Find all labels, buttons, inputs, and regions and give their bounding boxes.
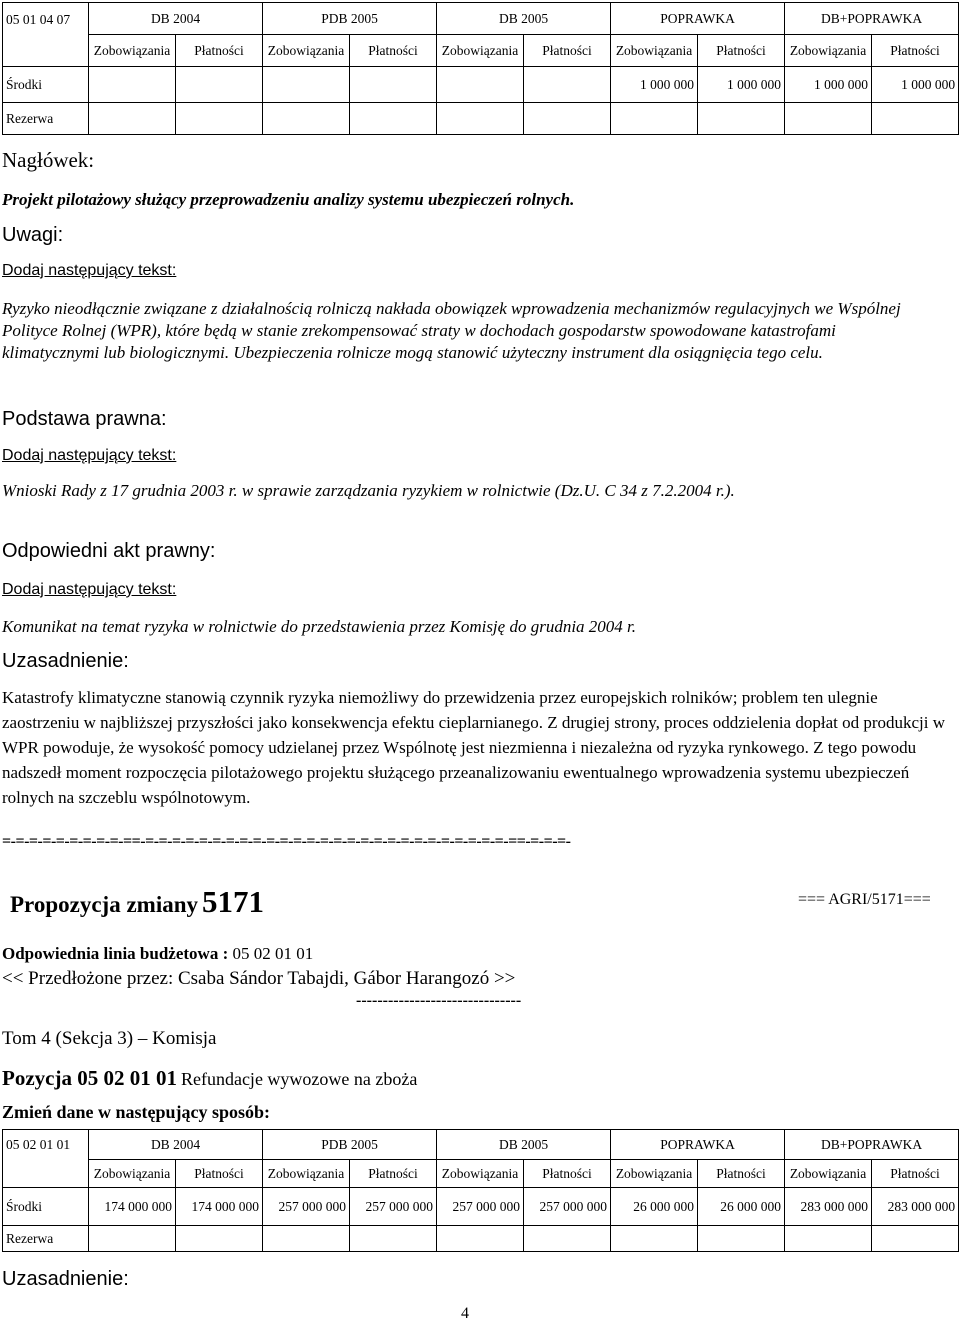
column-header: Zobowiązania <box>611 35 698 67</box>
column-group-header: DB+POPRAWKA <box>785 3 959 35</box>
table-cell: 257 000 000 <box>263 1188 350 1226</box>
table-cell <box>89 103 176 135</box>
table-cell <box>872 103 959 135</box>
table-cell: 174 000 000 <box>89 1188 176 1226</box>
pozycja-row <box>2 1066 417 1091</box>
proposal-reference: === AGRI/5171=== <box>798 891 931 908</box>
column-group-header: POPRAWKA <box>611 3 785 35</box>
table-cell <box>437 67 524 103</box>
row-label: Rezerwa <box>3 103 89 135</box>
budget-line-code: 05 02 01 01 <box>3 1130 89 1188</box>
table-cell <box>785 1226 872 1252</box>
submitted-by: << Przedłożone przez: Csaba Sándor Tabajdi, Gábor Harangozó >> <box>2 968 516 989</box>
column-header: Zobowiązania <box>437 1160 524 1188</box>
column-header: Płatności <box>698 35 785 67</box>
naglowek-text: Projekt pilotażowy służący przeprowadzeniu analizy systemu ubezpieczeń rolnych. <box>2 190 575 209</box>
table-row <box>3 1188 959 1226</box>
table-cell: 1 000 000 <box>698 67 785 103</box>
budget-table-1 <box>2 2 959 135</box>
table-cell <box>437 103 524 135</box>
table-row <box>3 67 959 103</box>
table-cell: 26 000 000 <box>611 1188 698 1226</box>
table-cell <box>437 1226 524 1252</box>
column-header: Zobowiązania <box>263 35 350 67</box>
table-cell <box>698 1226 785 1252</box>
podstawa-heading: Podstawa prawna: <box>2 408 167 430</box>
table-cell <box>176 103 263 135</box>
proposal-title <box>10 884 264 920</box>
column-header: Płatności <box>872 1160 959 1188</box>
column-header: Płatności <box>350 1160 437 1188</box>
pozycja-title: Refundacje wywozowe na zboża <box>180 1069 418 1089</box>
table-cell <box>785 103 872 135</box>
table-cell <box>524 103 611 135</box>
tom-section: Tom 4 (Sekcja 3) – Komisja <box>2 1028 217 1049</box>
column-group-header: POPRAWKA <box>611 1130 785 1160</box>
budget-line-code: 05 02 01 01 <box>232 944 314 963</box>
akt-text: Komunikat na temat ryzyka w rolnictwie do przedstawienia przez Komisję do grudnia 2004 r. <box>2 617 637 636</box>
table-cell <box>611 103 698 135</box>
akt-instruction: Dodaj następujący tekst: <box>2 581 177 598</box>
column-header: Płatności <box>698 1160 785 1188</box>
table-cell: 1 000 000 <box>872 67 959 103</box>
page-number: 4 <box>461 1305 469 1322</box>
row-label: Środki <box>3 67 89 103</box>
uzasadnienie-heading: Uzasadnienie: <box>2 650 129 672</box>
budget-table-2 <box>2 1129 959 1252</box>
table-cell <box>611 1226 698 1252</box>
table-cell: 26 000 000 <box>698 1188 785 1226</box>
proposal-number: 5171 <box>202 884 265 919</box>
column-header: Płatności <box>350 35 437 67</box>
table-cell <box>524 1226 611 1252</box>
row-label: Środki <box>3 1188 89 1226</box>
column-header: Zobowiązania <box>263 1160 350 1188</box>
table-cell: 257 000 000 <box>350 1188 437 1226</box>
budget-line-row <box>2 944 313 964</box>
proposal-label: Propozycja zmiany <box>10 892 199 917</box>
column-group-header: PDB 2005 <box>263 1130 437 1160</box>
column-group-header: DB 2005 <box>437 1130 611 1160</box>
table-cell: 257 000 000 <box>524 1188 611 1226</box>
column-header: Płatności <box>872 35 959 67</box>
column-header: Zobowiązania <box>437 35 524 67</box>
table-cell <box>698 103 785 135</box>
budget-line-label: Odpowiednia linia budżetowa : <box>2 944 229 963</box>
podstawa-text: Wnioski Rady z 17 grudnia 2003 r. w sprawie zarządzania ryzykiem w rolnictwie (Dz.U. C 34 z 7.2.2004 r.). <box>2 481 735 500</box>
table-cell <box>263 1226 350 1252</box>
table-cell <box>89 67 176 103</box>
naglowek-heading: Nagłówek: <box>2 148 95 172</box>
table-cell <box>89 1226 176 1252</box>
budget-line-code: 05 01 04 07 <box>3 3 89 67</box>
table-cell <box>263 103 350 135</box>
table-cell <box>350 67 437 103</box>
table-cell <box>176 67 263 103</box>
column-header: Zobowiązania <box>785 35 872 67</box>
table-cell <box>263 67 350 103</box>
table-cell <box>872 1226 959 1252</box>
column-group-header: DB 2004 <box>89 3 263 35</box>
column-group-header: DB 2004 <box>89 1130 263 1160</box>
column-header: Zobowiązania <box>89 35 176 67</box>
uzasadnienie-text: Katastrofy klimatyczne stanowią czynnik ryzyka niemożliwy do przewidzenia przez europejskich rolników; problem ten ulegnie zaostrzeniu w najbliższej przyszłości jako konsekwencja efektu cieplarnianego. Z drugiej strony, proces oddzielenia dopłat od produkcji w WPR powoduje, że wysokość pomocy udzielanej przez Wspólnotę jest niezmienna i niezależna od ryzyka rynkowego. Z tego powodu nadszedł moment rozpoczęcia pilotażowego projektu służącego przeanalizowaniu ewentualnego wprowadzenia systemu ubezpieczeń rolnych na szczeblu wspólnotowym. <box>2 688 946 807</box>
table-cell: 283 000 000 <box>785 1188 872 1226</box>
table-cell <box>350 103 437 135</box>
table-cell <box>350 1226 437 1252</box>
column-group-header: DB+POPRAWKA <box>785 1130 959 1160</box>
column-header: Zobowiązania <box>785 1160 872 1188</box>
table-cell: 1 000 000 <box>785 67 872 103</box>
column-header: Płatności <box>524 35 611 67</box>
column-header: Zobowiązania <box>89 1160 176 1188</box>
uzasadnienie-heading-2: Uzasadnienie: <box>2 1268 129 1290</box>
table-cell <box>176 1226 263 1252</box>
column-group-header: DB 2005 <box>437 3 611 35</box>
table-cell: 1 000 000 <box>611 67 698 103</box>
row-label: Rezerwa <box>3 1226 89 1252</box>
table-cell: 174 000 000 <box>176 1188 263 1226</box>
zmien-heading: Zmień dane w następujący sposób: <box>2 1102 271 1122</box>
table-cell <box>524 67 611 103</box>
pozycja-label: Pozycja 05 02 01 01 <box>2 1066 177 1090</box>
table-cell: 283 000 000 <box>872 1188 959 1226</box>
column-header: Płatności <box>176 1160 263 1188</box>
separator-line: =-=-=-=-=-=-=-=-=-==-=-=-=-=-=-=-=-=-=-=-=-=-=-=-=-=-=-=-=-=-=-=-=-=-=-=-=-==-=-=-=- <box>2 833 571 850</box>
table-row <box>3 103 959 135</box>
column-header: Płatności <box>524 1160 611 1188</box>
akt-heading: Odpowiedni akt prawny: <box>2 540 216 562</box>
uwagi-heading: Uwagi: <box>2 224 64 246</box>
column-header: Zobowiązania <box>611 1160 698 1188</box>
podstawa-instruction: Dodaj następujący tekst: <box>2 447 177 464</box>
uwagi-instruction: Dodaj następujący tekst: <box>2 262 177 279</box>
column-header: Płatności <box>176 35 263 67</box>
uwagi-text: Ryzyko nieodłącznie związane z działalnością rolniczą nakłada obowiązek wprowadzenia mechanizmów regulacyjnych we Wspólnej Polityce Rolnej (WPR), które będą w stanie zrekompensować straty w dochodach gospodarstw spowodowane katastrofami klimatycznymi lub biologicznymi. Ubezpieczenia rolnicze mogą stanowić użyteczny instrument dla osiągnięcia tego celu. <box>2 299 901 362</box>
column-group-header: PDB 2005 <box>263 3 437 35</box>
table-cell: 257 000 000 <box>437 1188 524 1226</box>
dash-line: ------------------------------- <box>356 992 522 1009</box>
table-row <box>3 1226 959 1252</box>
